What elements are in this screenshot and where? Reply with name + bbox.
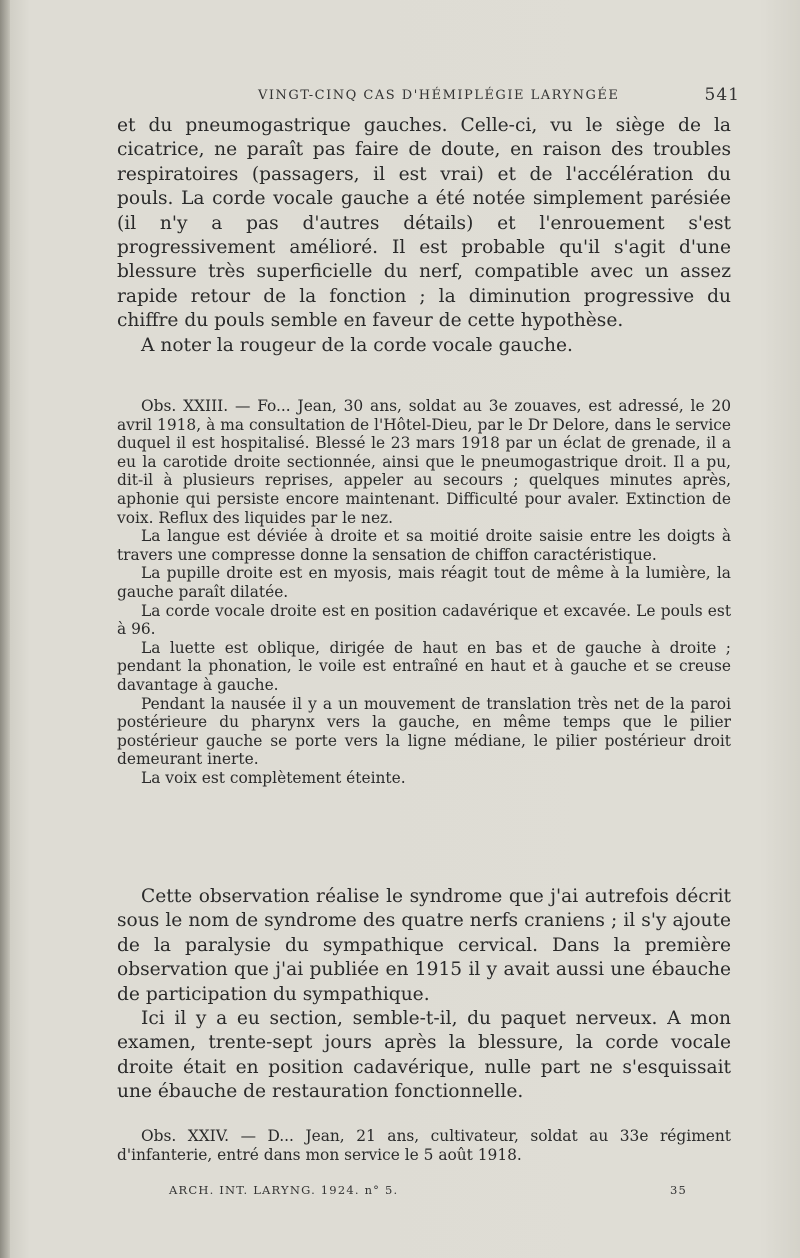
- paragraph: A noter la rougeur de la corde vocale gauche.: [141, 334, 573, 356]
- observation-24: [117, 1127, 731, 1164]
- paragraph: Cette observation réalise le syndrome que j'ai autrefois décrit sous le nom de syndrome des quatre nerfs craniens ; il s'y ajoute de la paralysie du sympathique cervical. Dans la première observation que j'ai publiée en 1915 il y avait aussi une ébauche de participation du sympathique.: [117, 886, 731, 1005]
- paragraph: Ici il y a eu section, semble-t-il, du paquet nerveux. A mon examen, trente-sept jours après la blessure, la corde vocale droite était en position cadavérique, nulle part ne s'esquissait une ébauche de restauration fonctionnelle.: [117, 1008, 731, 1103]
- book-spine-shadow: [0, 0, 10, 1258]
- observation-paragraph: Obs. XXIV. — D... Jean, 21 ans, cultivateur, soldat au 33e régiment d'infanterie, entré dans mon service le 5 août 1918.: [117, 1127, 731, 1164]
- body-section-2: [117, 885, 731, 1105]
- running-title: VINGT-CINQ CAS D'HÉMIPLÉGIE LARYNGÉE: [258, 88, 620, 103]
- observation-paragraph: La pupille droite est en myosis, mais réagit tout de même à la lumière, la gauche paraît dilatée.: [117, 564, 731, 601]
- observation-paragraph: Obs. XXIII. — Fo... Jean, 30 ans, soldat au 3e zouaves, est adressé, le 20 avril 1918, à ma consultation de l'Hôtel-Dieu, par le Dr Delore, dans le service duquel il est hospitalisé. Blessé le 23 mars 1918 par un éclat de grenade, il a eu la carotide droite sectionnée, ainsi que le pneumogastrique droit. Il a pu, dit-il à plusieurs reprises, appeler au secours ; quelques minutes après, aphonie qui persiste encore maintenant. Difficulté pour avaler. Extinction de voix. Reflux des liquides par le nez.: [117, 397, 731, 527]
- observation-paragraph: La langue est déviée à droite et sa moitié droite saisie entre les doigts à travers une compresse donne la sensation de chiffon caractéristique.: [117, 527, 731, 564]
- journal-reference: ARCH. INT. LARYNG. 1924. n° 5.: [169, 1183, 399, 1197]
- page-number: 541: [704, 85, 740, 105]
- observation-paragraph: La corde vocale droite est en position cadavérique et excavée. Le pouls est à 96.: [117, 601, 731, 639]
- page-footer: [169, 1183, 687, 1197]
- body-section-1: [117, 114, 731, 358]
- observation-23: [117, 397, 731, 787]
- paragraph: et du pneumogastrique gauches. Celle-ci, vu le siège de la cicatrice, ne paraît pas faire de doute, en raison des troubles respiratoires (passagers, il est vrai) et de l'accélération du pouls. La corde vocale gauche a été notée simplement parésiée (il n'y a pas d'autres détails) et l'enrouement s'est progressivement amélioré. Il est probable qu'il s'agit d'une blessure très superficielle du nerf, compatible avec un assez rapide retour de la fonction ; la diminution progressive du chiffre du pouls semble en faveur de cette hypothèse.: [117, 115, 731, 332]
- signature-mark: 35: [669, 1183, 687, 1197]
- observation-paragraph: La luette est oblique, dirigée de haut en bas et de gauche à droite ; pendant la phonation, le voile est entraîné en haut et à gauche et se creuse davantage à gauche.: [117, 638, 731, 694]
- observation-paragraph: La voix est complètement éteinte.: [141, 768, 406, 787]
- observation-paragraph: Pendant la nausée il y a un mouvement de translation très net de la paroi postérieure du pharynx vers la gauche, en même temps que le pilier postérieur gauche se porte vers la ligne médiane, le pilier postérieur droit demeurant inerte.: [117, 694, 731, 769]
